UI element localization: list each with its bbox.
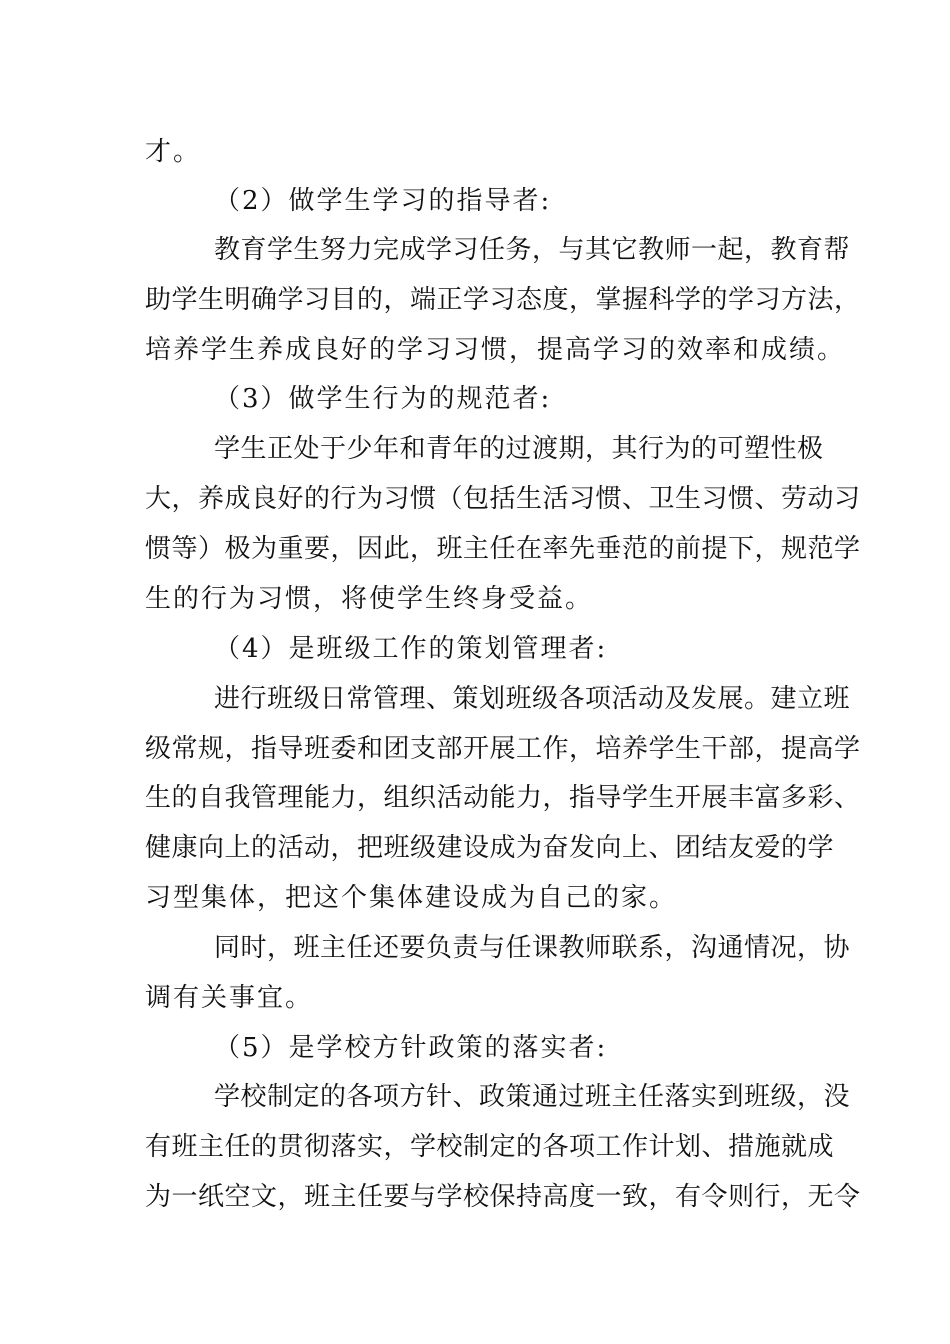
section-heading-2: （2）做学生学习的指导者: (214, 186, 552, 216)
text-line: 学生正处于少年和青年的过渡期，其行为的可塑性极 (214, 434, 824, 464)
section-heading-4: （4）是班级工作的策划管理者: (214, 634, 608, 664)
text-line: 教育学生努力完成学习任务，与其它教师一起，教育帮 (214, 235, 851, 265)
text-line: 培养学生养成良好的学习习惯，提高学习的效率和成绩。 (145, 335, 846, 365)
text-line: 调有关事宜。 (145, 983, 314, 1013)
text-line: 为一纸空文，班主任要与学校保持高度一致，有令则行，无令 (145, 1182, 861, 1212)
text-line: 助学生明确学习目的，端正学习态度，掌握科学的学习方法， (145, 285, 861, 315)
text-line: 进行班级日常管理、策划班级各项活动及发展。建立班 (214, 684, 851, 714)
section-heading-3: （3）做学生行为的规范者: (214, 384, 552, 414)
text-line: 生的行为习惯，将使学生终身受益。 (145, 584, 594, 614)
text-line: 大，养成良好的行为习惯（包括生活习惯、卫生习惯、劳动习 (145, 484, 861, 514)
text-line: 才。 (145, 137, 202, 167)
text-line: 生的自我管理能力，组织活动能力，指导学生开展丰富多彩、 (145, 783, 861, 813)
text-line: 级常规，指导班委和团支部开展工作，培养学生干部，提高学 (145, 734, 861, 764)
section-heading-5: （5）是学校方针政策的落实者: (214, 1033, 608, 1063)
text-line: 健康向上的活动，把班级建设成为奋发向上、团结友爱的学 (145, 833, 835, 863)
text-line: 习型集体，把这个集体建设成为自己的家。 (145, 883, 678, 913)
text-line: 学校制定的各项方针、政策通过班主任落实到班级，没 (214, 1082, 851, 1112)
text-line: 惯等）极为重要，因此，班主任在率先垂范的前提下，规范学 (145, 534, 861, 564)
text-line: 同时，班主任还要负责与任课教师联系，沟通情况，协 (214, 933, 851, 963)
text-line: 有班主任的贯彻落实，学校制定的各项工作计划、措施就成 (145, 1132, 835, 1162)
